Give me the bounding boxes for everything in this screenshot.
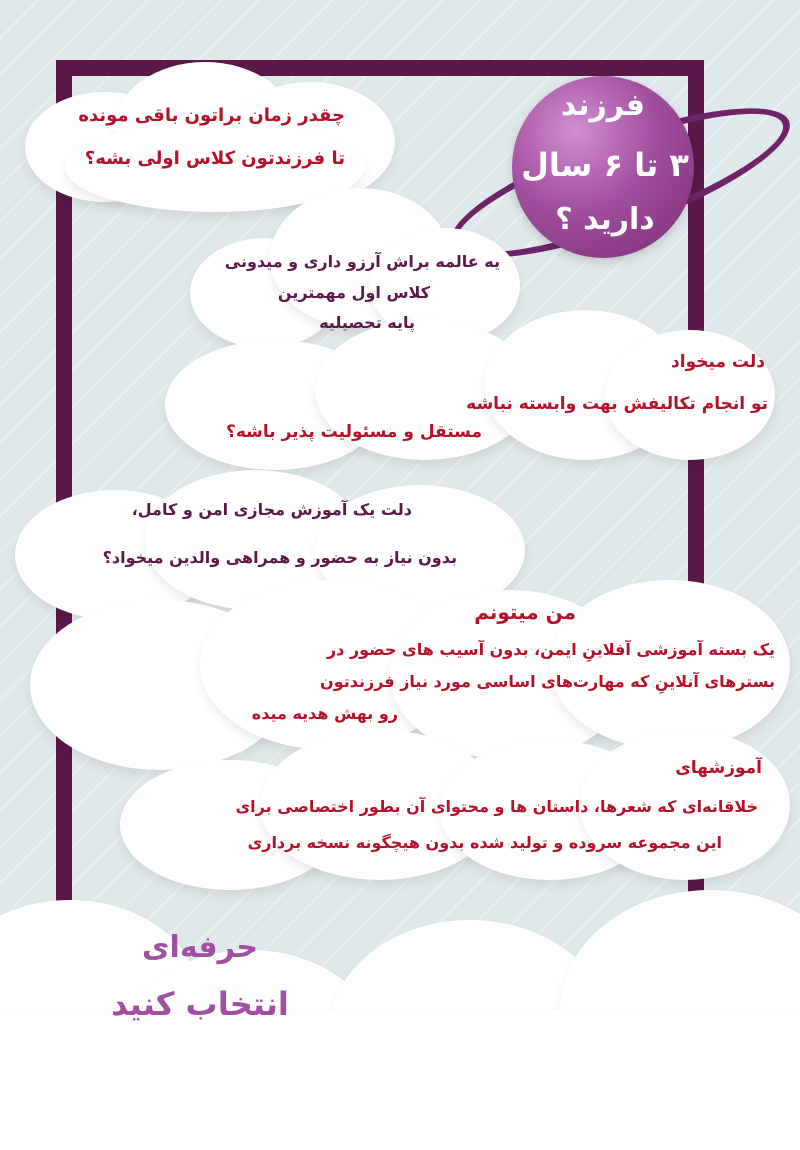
badge-line-2: ۳ تا ۶ سال xyxy=(521,146,689,184)
badge-line-3: دارید ؟ xyxy=(555,202,655,237)
cloud5-heading: من میتونم xyxy=(474,600,576,624)
cloud6-heading: آموزشهای xyxy=(675,758,762,778)
cta-line-2: انتخاب کنید xyxy=(111,985,289,1023)
cloud6-line2: این مجموعه سروده و تولید شده بدون هیچگونه نسخه برداری xyxy=(247,833,722,852)
cta-line-1: حرفه‌ای xyxy=(142,930,258,965)
cloud5-line2: بسترهای آنلاینِ که مهارت‌های اساسی مورد نیاز فرزندتون xyxy=(320,672,775,691)
cloud4-line2: بدون نیاز به حضور و همراهی والدین میخواد؟ xyxy=(102,548,457,567)
cloud3-line3: مستقل و مسئولیت پذیر باشه؟ xyxy=(226,422,482,442)
cloud2-line3: پایه تحصیلیه xyxy=(319,313,415,332)
cloud6-line1: خلاقانه‌ای که شعرها، داستان ها و محتوای آن بطور اختصاصی برای xyxy=(235,797,758,816)
cloud3-line1: دلت میخواد xyxy=(671,352,765,372)
cloud5-line1: یک بسته آموزشی آفلاینِ ایمن، بدون آسیب های حضور در xyxy=(326,640,775,659)
cloud1-line1: چقدر زمان براتون باقی مونده xyxy=(78,105,345,126)
cloud2-line1: یه عالمه براش آرزو داری و میدونی xyxy=(224,252,500,271)
cloud4-line1: دلت یک آموزش مجازی امن و کامل، xyxy=(131,500,412,519)
badge-line-1: فرزند xyxy=(560,88,646,123)
cloud-3 xyxy=(165,310,775,470)
cloud1-line2: تا فرزندتون کلاس اولی بشه؟ xyxy=(84,148,345,169)
cloud5-line3: رو بهش هدیه میده xyxy=(251,704,398,723)
cloud2-line2: کلاس اول مهمترین xyxy=(277,283,430,302)
cloud3-line2: تو انجام تکالیفش بهت وابسته نباشه xyxy=(466,394,768,414)
